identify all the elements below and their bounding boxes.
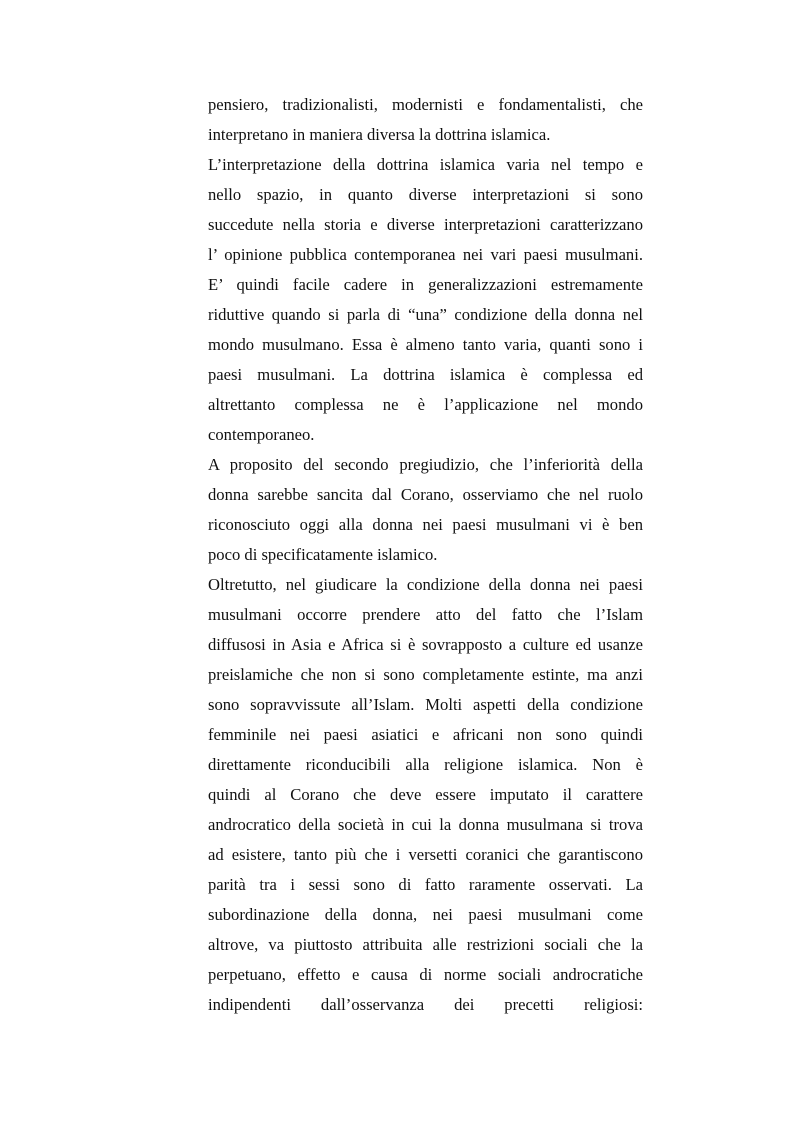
text-line: diffusosi in Asia e Africa si è sovrapposto a culture ed usanze (208, 635, 643, 654)
text-line: preislamiche che non si sono completamente estinte, ma anzi (208, 665, 643, 684)
text-line: donna sarebbe sancita dal Corano, osserviamo che nel ruolo (208, 485, 643, 504)
text-line: musulmani occorre prendere atto del fatto che l’Islam (208, 605, 643, 624)
text-line: direttamente riconducibili alla religione islamica. Non è (208, 755, 643, 774)
text-line: succedute nella storia e diverse interpretazioni caratterizzano (208, 215, 643, 234)
text-line: L’interpretazione della dottrina islamica varia nel tempo e (208, 155, 643, 174)
text-line: interpretano in maniera diversa la dottrina islamica. (208, 125, 551, 144)
text-line: ad esistere, tanto più che i versetti coranici che garantiscono (208, 845, 643, 864)
text-line: A proposito del secondo pregiudizio, che l’inferiorità della (208, 455, 643, 474)
text-line: nello spazio, in quanto diverse interpretazioni si sono (208, 185, 643, 204)
text-line: pensiero, tradizionalisti, modernisti e fondamentalisti, che (208, 95, 643, 114)
paragraph (208, 90, 643, 150)
paragraph (208, 150, 643, 450)
text-line: femminile nei paesi asiatici e africani non sono quindi (208, 725, 643, 744)
text-line: parità tra i sessi sono di fatto raramente osservati. La (208, 875, 643, 894)
body-text (208, 90, 643, 1020)
text-line: paesi musulmani. La dottrina islamica è complessa ed (208, 365, 643, 384)
text-line: perpetuano, effetto e causa di norme sociali androcratiche (208, 965, 643, 984)
text-line: Oltretutto, nel giudicare la condizione della donna nei paesi (208, 575, 643, 594)
text-line: contemporaneo. (208, 425, 315, 444)
text-line: altrettanto complessa ne è l’applicazione nel mondo (208, 395, 643, 414)
text-line: poco di specificatamente islamico. (208, 545, 438, 564)
text-line: l’ opinione pubblica contemporanea nei vari paesi musulmani. (208, 245, 643, 264)
text-line: indipendenti dall’osservanza dei precetti religiosi: (208, 995, 643, 1014)
text-line: riconosciuto oggi alla donna nei paesi musulmani vi è ben (208, 515, 643, 534)
text-line: quindi al Corano che deve essere imputato il carattere (208, 785, 643, 804)
text-line: altrove, va piuttosto attribuita alle restrizioni sociali che la (208, 935, 643, 954)
text-line: sono sopravvissute all’Islam. Molti aspetti della condizione (208, 695, 643, 714)
paragraph (208, 450, 643, 570)
text-line: E’ quindi facile cadere in generalizzazioni estremamente (208, 275, 643, 294)
paragraph (208, 570, 643, 1020)
text-line: subordinazione della donna, nei paesi musulmani come (208, 905, 643, 924)
text-line: androcratico della società in cui la donna musulmana si trova (208, 815, 643, 834)
text-line: riduttive quando si parla di “una” condizione della donna nel (208, 305, 643, 324)
text-line: mondo musulmano. Essa è almeno tanto varia, quanti sono i (208, 335, 643, 354)
